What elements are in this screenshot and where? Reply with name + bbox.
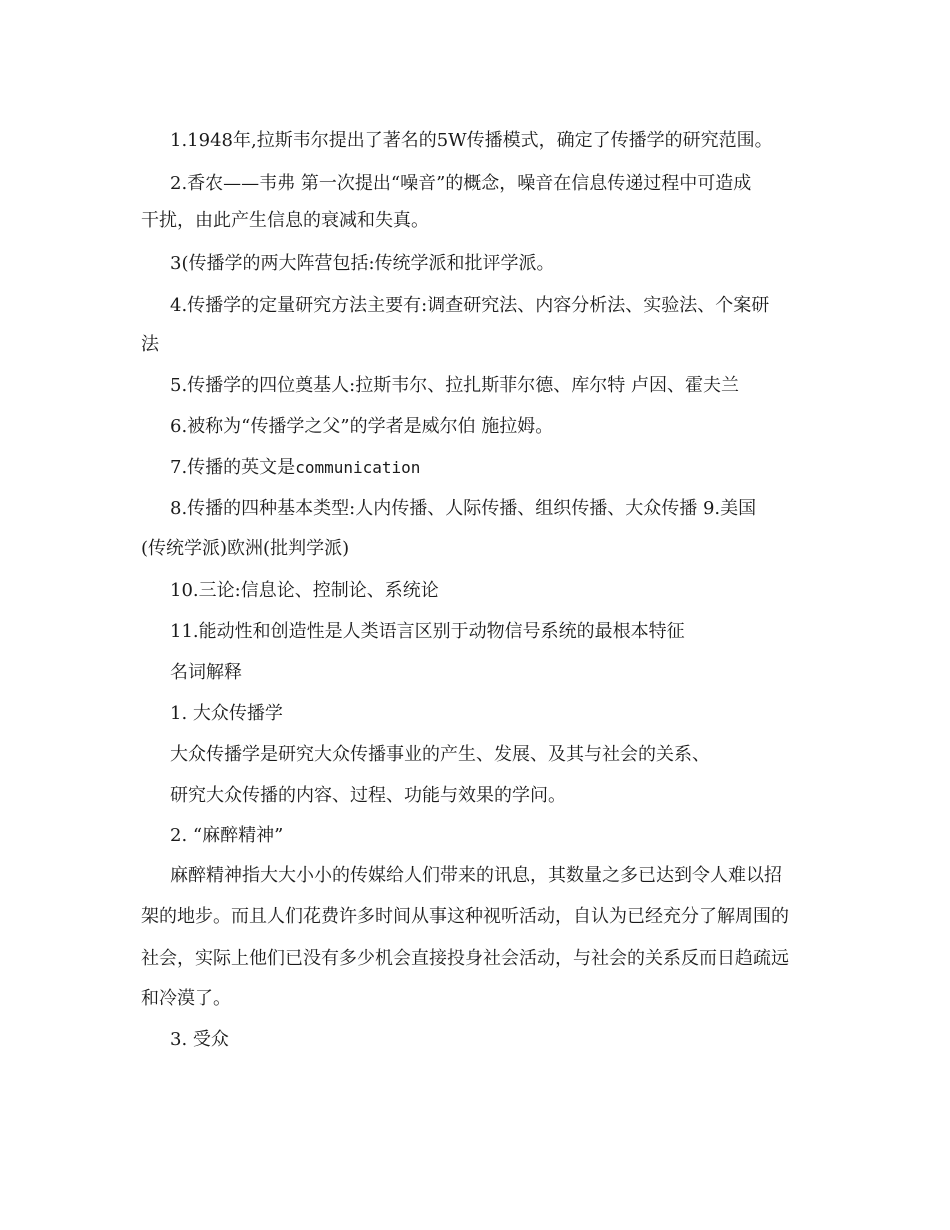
term-2-definition-line-3: 社会，实际上他们已没有多少机会直接投身社会活动，与社会的关系反而日趋疏远 xyxy=(141,948,789,969)
term-2-definition-line-4: 和冷漠了。 xyxy=(141,988,231,1009)
item-7 xyxy=(170,455,420,481)
item-5: 5.传播学的四位奠基人:拉斯韦尔、拉扎斯菲尔德、库尔特 卢因、霍夫兰 xyxy=(170,375,739,396)
term-2-title: 2. “麻醉精神” xyxy=(170,825,284,846)
item-4-line-1: 4.传播学的定量研究方法主要有:调查研究法、内容分析法、实验法、个案研 xyxy=(170,295,770,316)
term-2-definition-line-2: 架的地步。而且人们花费许多时间从事这种视听活动，自认为已经充分了解周围的 xyxy=(141,906,789,927)
item-7-english-term: communication xyxy=(295,458,421,477)
term-1-definition-line-1: 大众传播学是研究大众传播事业的产生、发展、及其与社会的关系、 xyxy=(170,744,710,765)
item-2-line-1: 2.香农——韦弗 第一次提出“噪音”的概念，噪音在信息传递过程中可造成 xyxy=(170,173,752,194)
item-6: 6.被称为“传播学之父”的学者是威尔伯 施拉姆。 xyxy=(170,416,554,437)
term-2-definition-line-1: 麻醉精神指大大小小的传媒给人们带来的讯息，其数量之多已达到令人难以招 xyxy=(170,865,782,886)
item-2-line-2: 干扰，由此产生信息的衰减和失真。 xyxy=(141,210,429,231)
item-8-line-1: 8.传播的四种基本类型:人内传播、人际传播、组织传播、大众传播 9.美国 xyxy=(170,498,757,519)
term-3-title: 3. 受众 xyxy=(170,1029,229,1050)
item-3: 3(传播学的两大阵营包括:传统学派和批评学派。 xyxy=(170,253,555,274)
item-1: 1.1948年,拉斯韦尔提出了著名的5W传播模式，确定了传播学的研究范围。 xyxy=(170,130,773,151)
term-1-definition-line-2: 研究大众传播的内容、过程、功能与效果的学问。 xyxy=(170,785,566,806)
item-7-text: 7.传播的英文是 xyxy=(170,457,296,478)
item-8-line-2: (传统学派)欧洲(批判学派) xyxy=(141,538,350,559)
glossary-heading: 名词解释 xyxy=(170,662,242,683)
term-1-title: 1. 大众传播学 xyxy=(170,703,283,724)
item-4-line-2: 法 xyxy=(141,334,159,355)
item-11: 11.能动性和创造性是人类语言区别于动物信号系统的最根本特征 xyxy=(170,621,685,642)
item-10: 10.三论:信息论、控制论、系统论 xyxy=(170,580,439,601)
